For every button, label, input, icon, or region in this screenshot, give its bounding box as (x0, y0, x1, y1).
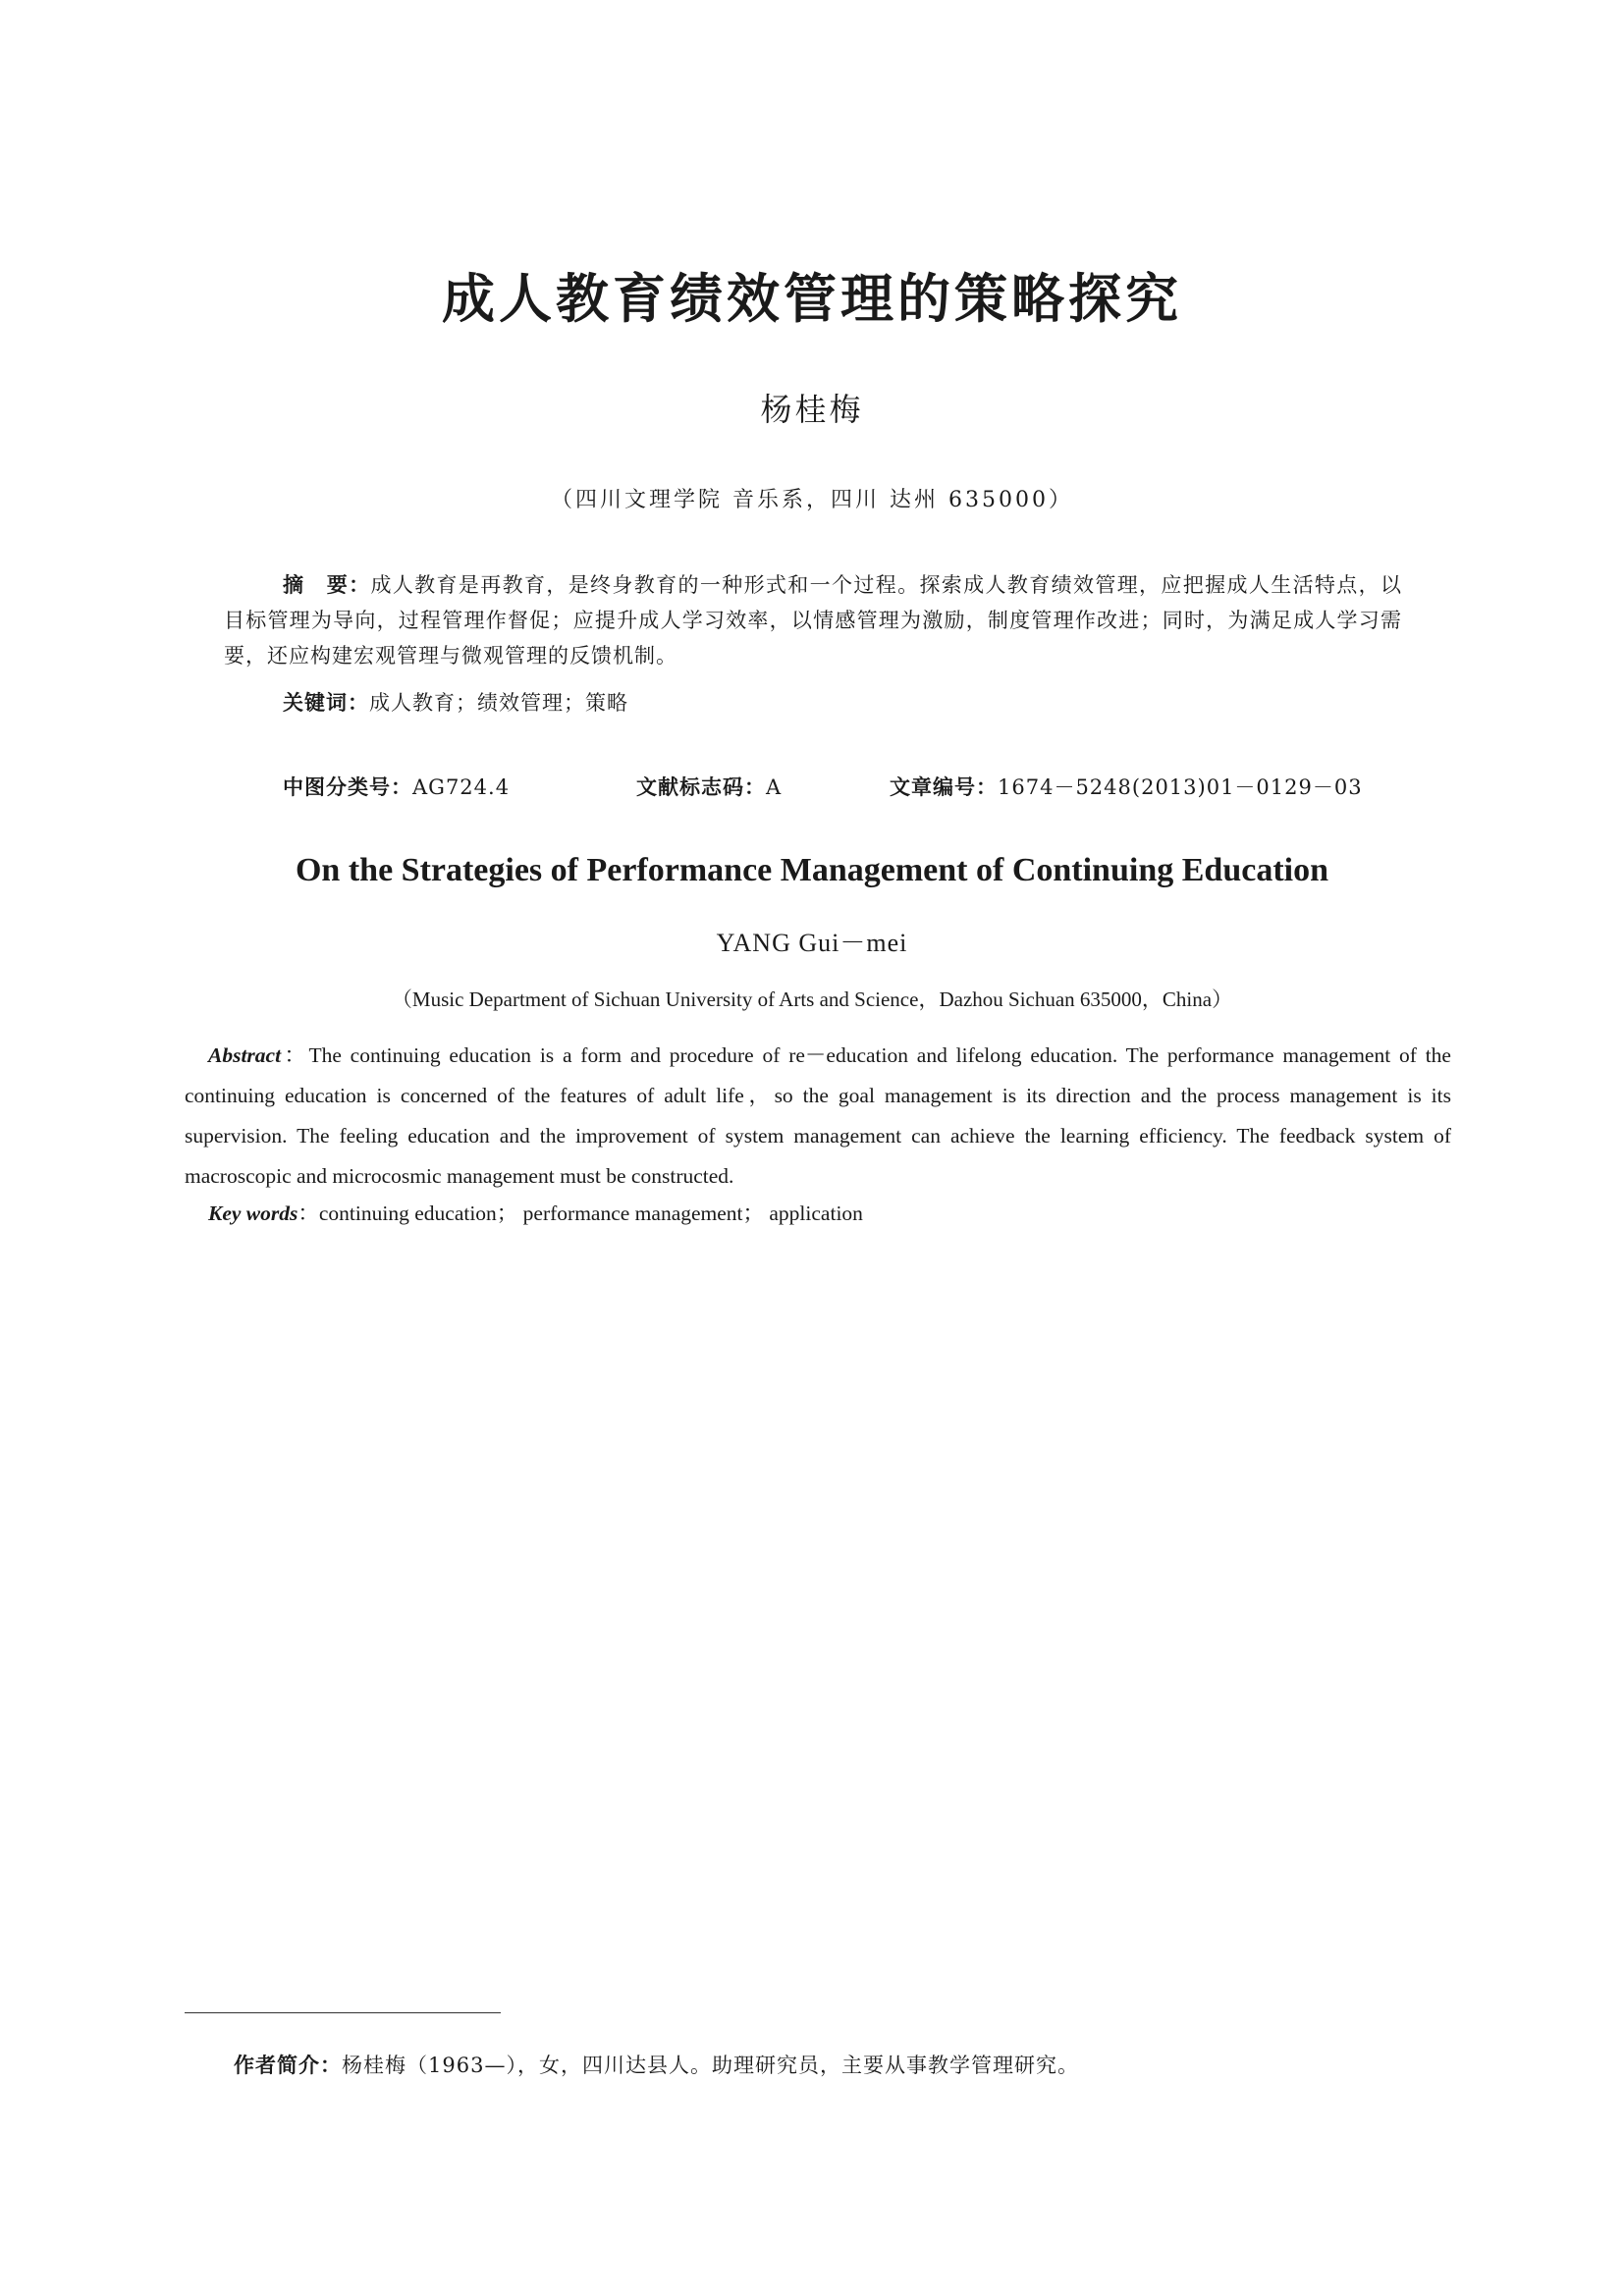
author-name-en: YANG Gui－mei (716, 929, 908, 957)
abstract-en-separator: ： (281, 1043, 309, 1067)
keywords-en (208, 1197, 863, 1227)
author-bio-footnote (234, 2050, 1079, 2079)
author-bio-label: 作者简介： (234, 2054, 342, 2077)
abstract-cn (224, 567, 1402, 673)
document-code-label: 文献标志码： (636, 775, 766, 799)
article-number-label: 文章编号： (890, 775, 998, 799)
article-number (890, 772, 1363, 801)
affiliation-cn: （四川文理学院 音乐系，四川 达州 635000） (551, 488, 1073, 512)
paper-title-cn: 成人教育绩效管理的策略探究 (442, 268, 1182, 330)
abstract-en-label: Abstract (208, 1043, 282, 1067)
document-code-value: A (766, 775, 783, 799)
abstract-en-text: The continuing education is a form and procedure of re－education and lifelong education. The performance management of the continuing education is concerned of the features of adult life，so the goal management is its direction and the process management is its supervision. The feeling education and the improvement of system management can achieve the learning efficiency. The feedback system of macroscopic and microcosmic management must be constructed. (185, 1043, 1451, 1188)
keywords-cn (283, 687, 628, 717)
author-bio-text: 杨桂梅（1963—），女，四川达县人。助理研究员，主要从事教学管理研究。 (342, 2054, 1079, 2077)
keywords-cn-text: 成人教育；绩效管理；策略 (369, 691, 628, 715)
abstract-en (185, 1036, 1451, 1197)
paper-title-en: On the Strategies of Performance Management of Continuing Education (295, 852, 1328, 888)
keywords-cn-label: 关键词： (283, 691, 369, 715)
keywords-en-text: continuing education； performance management； application (318, 1201, 863, 1225)
article-number-value: 1674－5248(2013)01－0129－03 (998, 775, 1363, 799)
affiliation-en: （Music Department of Sichuan University of Arts and Science，Dazhou Sichuan 635000，China） (391, 988, 1233, 1011)
clc-label: 中图分类号： (283, 775, 412, 799)
clc-value: AG724.4 (412, 775, 511, 799)
document-code (636, 772, 782, 801)
clc-number (283, 772, 510, 801)
keywords-en-separator: ： (298, 1201, 319, 1225)
abstract-cn-label: 摘 要： (283, 573, 371, 597)
abstract-cn-text: 成人教育是再教育，是终身教育的一种形式和一个过程。探索成人教育绩效管理，应把握成人生活特点，以目标管理为导向，过程管理作督促；应提升成人学习效率，以情感管理为激励，制度管理作改进；同时，为满足成人学习需要，还应构建宏观管理与微观管理的反馈机制。 (224, 573, 1403, 667)
keywords-en-label: Key words (208, 1201, 298, 1225)
author-name-cn: 杨桂梅 (760, 391, 864, 428)
footnote-divider (185, 2012, 501, 2013)
